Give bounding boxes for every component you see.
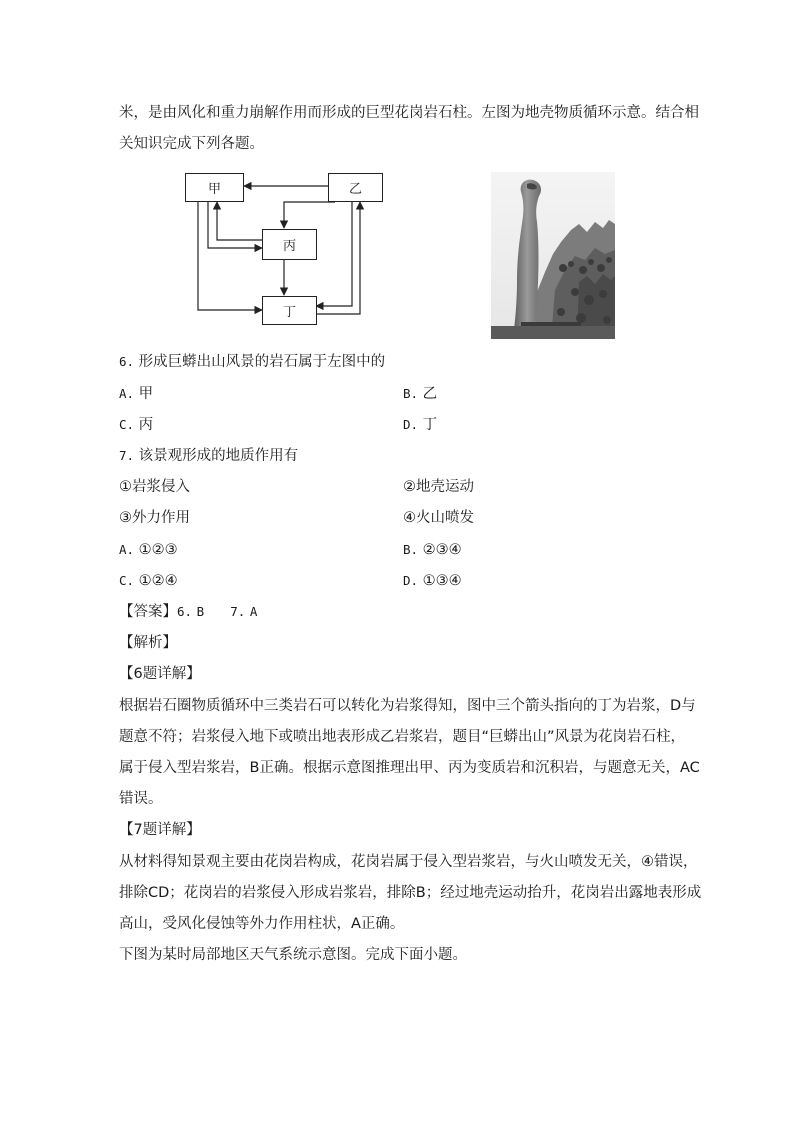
q7-stem: 7. 该景观形成的地质作用有	[119, 448, 299, 464]
answer-label: 【答案】	[119, 604, 177, 620]
box-jia: 甲	[185, 173, 244, 202]
box-ding: 丁	[262, 296, 317, 325]
box-yi: 乙	[328, 173, 383, 202]
detail6-line-2: 题意不符；岩浆侵入地下或喷出地表形成乙岩浆岩，题目“巨蟒出山”风景为花岗岩石柱，	[119, 729, 686, 745]
q6-stem: 6. 形成巨蟒出山风景的岩石属于左图中的	[119, 354, 386, 370]
detail6-label: 【6题详解】	[119, 666, 201, 682]
q7-item-2: ②地壳运动	[403, 479, 474, 495]
q7-item-4: ④火山喷发	[403, 510, 474, 526]
arrow-bing-to-jia	[217, 202, 262, 240]
answer-q7: A	[249, 604, 258, 619]
intro-line-2: 关知识完成下列各题。	[119, 136, 264, 152]
detail7-line-2: 排除CD；花岗岩的岩浆侵入形成岩浆岩，排除B；经过地壳运动抬升，花岗岩出露地表形成	[119, 885, 702, 901]
q7-option-c: C. ①②④	[119, 573, 178, 589]
next-section-text: 下图为某时局部地区天气系统示意图。完成下面小题。	[119, 947, 467, 963]
q7-option-b: B. ②③④	[403, 542, 462, 558]
q7-option-a: A. ①②③	[119, 542, 178, 558]
q6-option-d: D. 丁	[403, 417, 438, 433]
intro-line-1: 米，是由风化和重力崩解作用而形成的巨型花岗岩石柱。左图为地壳物质循环示意。结合相	[119, 105, 699, 121]
arrow-yi-to-ding	[316, 202, 352, 306]
q6-number: 6.	[119, 354, 135, 369]
arrow-ding-to-yi	[316, 202, 360, 314]
analysis-label: 【解析】	[119, 635, 177, 651]
arrow-yi-to-bing	[284, 202, 335, 228]
detail7-line-1: 从材料得知景观主要由花岗岩构成，花岗岩属于侵入型岩浆岩，与火山喷发无关，④错误，	[119, 854, 698, 870]
q7-item-3: ③外力作用	[119, 510, 190, 526]
detail6-line-4: 错误。	[119, 791, 163, 807]
q6-option-a: A. 甲	[119, 386, 154, 402]
detail6-line-1: 根据岩石圈物质循环中三类岩石可以转化为岩浆得知，图中三个箭头指向的丁为岩浆，D与	[119, 698, 696, 714]
box-bing: 丙	[262, 229, 317, 260]
granite-pillar-photo	[491, 172, 615, 339]
answer-q6: B	[196, 604, 205, 619]
detail7-label: 【7题详解】	[119, 822, 201, 838]
arrow-jia-to-bing	[208, 202, 262, 248]
q7-number: 7.	[119, 448, 135, 463]
q6-option-c: C. 丙	[119, 417, 154, 433]
q7-option-d: D. ①③④	[403, 573, 462, 589]
q6-option-b: B. 乙	[403, 386, 438, 402]
answer-line: 【答案】6. B 7. A	[119, 604, 258, 620]
detail6-line-3: 属于侵入型岩浆岩，B正确。根据示意图推理出甲、丙为变质岩和沉积岩，与题意无关，AC	[119, 760, 700, 776]
q7-item-1: ①岩浆侵入	[119, 479, 190, 495]
detail7-line-3: 高山，受风化侵蚀等外力作用柱状，A正确。	[119, 916, 405, 932]
